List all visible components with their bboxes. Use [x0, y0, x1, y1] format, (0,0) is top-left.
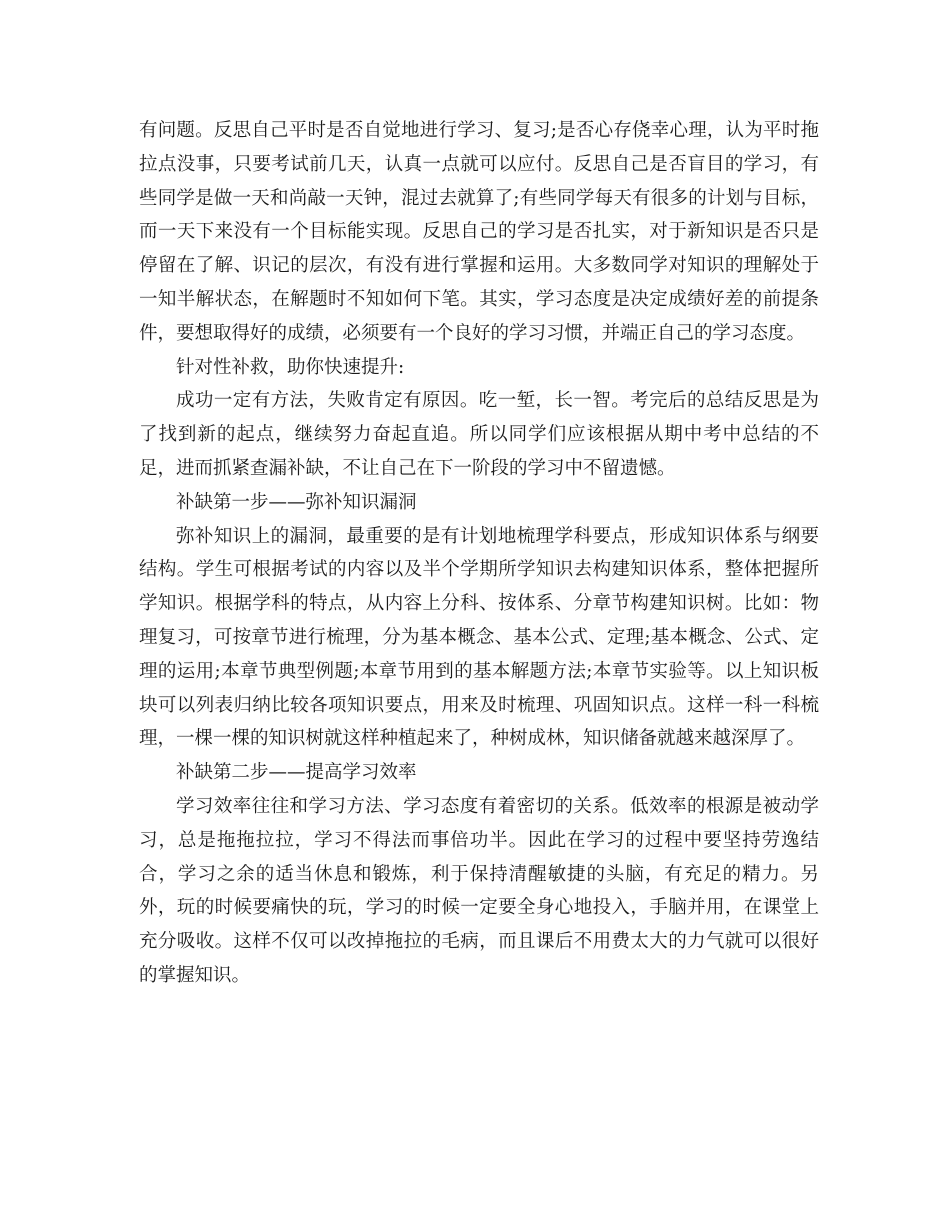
- section-heading-step-one: 补缺第一步——弥补知识漏洞: [176, 491, 417, 513]
- paragraph-knowledge-gaps: 弥补知识上的漏洞，最重要的是有计划地梳理学科要点，形成知识体系与纲要结构。学生可根据考试的内容以及半个学期所学知识去构建知识体系，整体把握所学知识。根据学科的特点，从内容上分科、按体系、分章节构建知识树。比如：物理复习，可按章节进行梳理，分为基本概念、基本公式、定理;基本概念、公式、定理的运用;本章节典型例题;本章节用到的基本解题方法;本章节实验等。以上知识板块可以列表归纳比较各项知识要点，用来及时梳理、巩固知识点。这样一科一科梳理，一棵一棵的知识树就这样种植起来了，种树成林，知识储备就越来越深厚了。: [139, 525, 819, 750]
- section-heading-remedy: 针对性补救，助你快速提升:: [176, 356, 405, 378]
- paragraph-learning-efficiency: 学习效率往往和学习方法、学习态度有着密切的关系。低效率的根源是被动学习，总是拖拖拉拉，学习不得法而事倍功半。因此在学习的过程中要坚持劳逸结合，学习之余的适当休息和锻炼，利于保持清醒敏捷的头脑，有充足的精力。另外，玩的时候要痛快的玩，学习的时候一定要全身心地投入，手脑并用，在课堂上充分吸收。这样不仅可以改掉拖拉的毛病，而且课后不用费太大的力气就可以很好的掌握知识。: [139, 795, 819, 986]
- paragraph-success-method: 成功一定有方法，失败肯定有原因。吃一堑，长一智。考完后的总结反思是为了找到新的起点，继续努力奋起直追。所以同学们应该根据从期中考中总结的不足，进而抓紧查漏补缺，不让自己在下一阶段的学习中不留遗憾。: [139, 390, 819, 479]
- document-body: [139, 114, 819, 993]
- paragraph-reflection: 有问题。反思自己平时是否自觉地进行学习、复习;是否心存侥幸心理，认为平时拖拉点没事，只要考试前几天，认真一点就可以应付。反思自己是否盲目的学习，有些同学是做一天和尚敲一天钟，混过去就算了;有些同学每天有很多的计划与目标，而一天下来没有一个目标能实现。反思自己的学习是否扎实，对于新知识是否只是停留在了解、识记的层次，有没有进行掌握和运用。大多数同学对知识的理解处于一知半解状态，在解题时不知如何下笔。其实，学习态度是决定成绩好差的前提条件，要想取得好的成绩，必须要有一个良好的学习习惯，并端正自己的学习态度。: [139, 120, 819, 344]
- section-heading-step-two: 补缺第二步——提高学习效率: [176, 762, 417, 784]
